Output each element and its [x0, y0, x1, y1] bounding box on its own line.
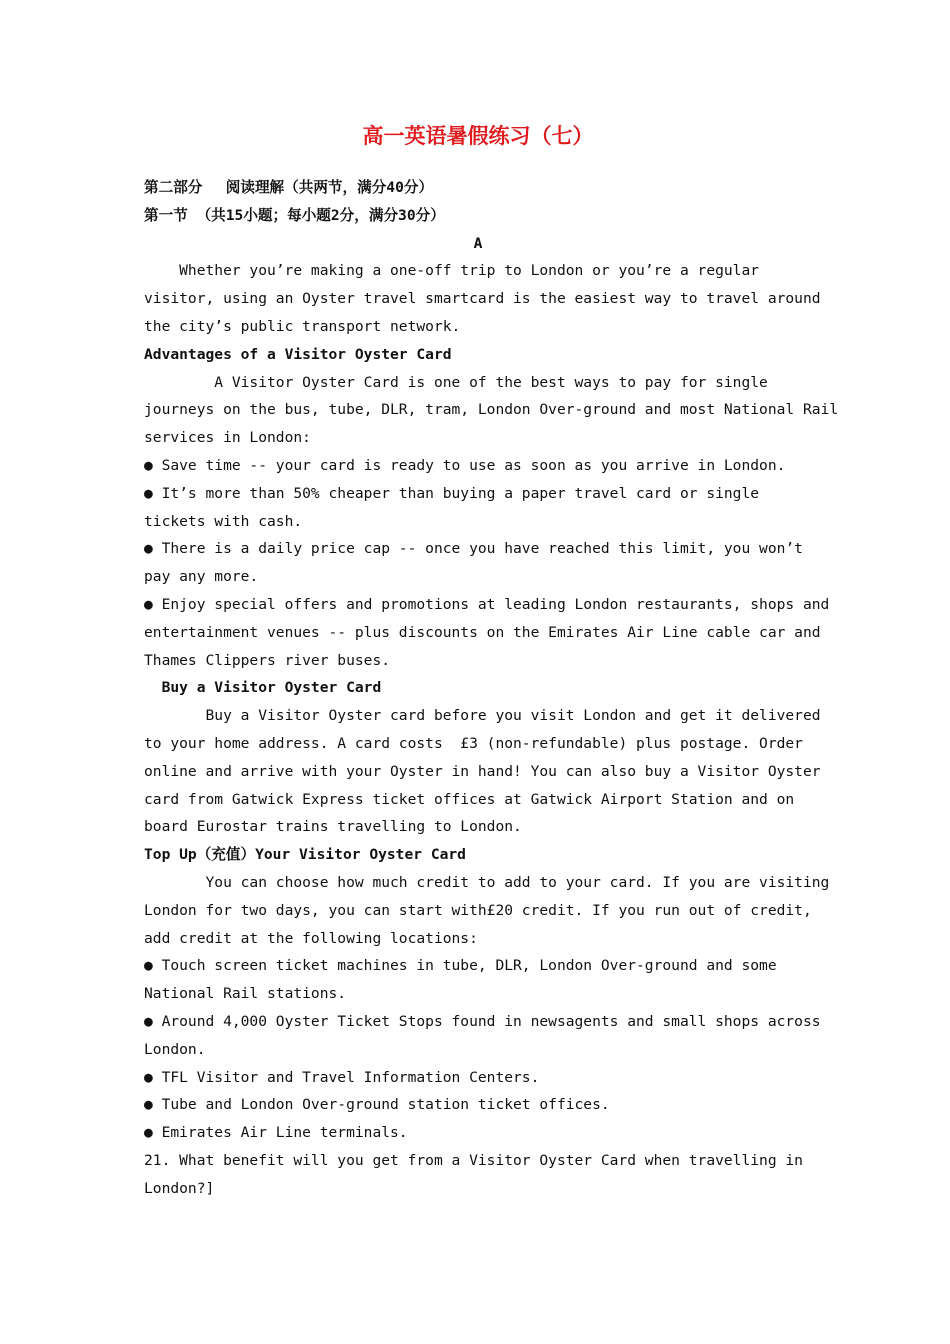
topup-line: You can choose how much credit to add to your card. If you are visiting	[144, 873, 830, 891]
advantages-paragraph	[144, 369, 839, 452]
bullet-item	[144, 1091, 812, 1119]
bullet-item	[144, 535, 812, 591]
bullet-line: ● Save time -- your card is ready to use as soon as you arrive in London.	[144, 456, 786, 474]
bullet-line: ● Emirates Air Line terminals.	[144, 1124, 408, 1142]
bullet-item	[144, 1119, 812, 1147]
advantages-line: A Visitor Oyster Card is one of the best ways to pay for single	[144, 373, 768, 391]
intro-line: Whether you’re making a one-off trip to London or you’re a regular	[144, 262, 760, 280]
intro-line: visitor, using an Oyster travel smartcard is the easiest way to travel around	[144, 290, 821, 308]
topup-line: London for two days, you can start with£20 credit. If you run out of credit,	[144, 901, 812, 919]
bullet-item	[144, 1064, 812, 1092]
bullet-line: ● Enjoy special offers and promotions at leading London restaurants, shops and	[144, 595, 830, 613]
topup-heading: Top Up（充值）Your Visitor Oyster Card	[144, 846, 466, 864]
bullet-line: National Rail stations.	[144, 985, 347, 1003]
advantages-heading: Advantages of a Visitor Oyster Card	[144, 345, 452, 363]
bullet-item	[144, 952, 812, 1008]
bullet-item	[144, 1008, 821, 1064]
buy-line: Buy a Visitor Oyster card before you visit London and get it delivered	[144, 707, 821, 725]
bullet-line: tickets with cash.	[144, 512, 303, 530]
bullet-line: Thames Clippers river buses.	[144, 651, 391, 669]
bullet-line: ● It’s more than 50% cheaper than buying a paper travel card or single	[144, 484, 760, 502]
bullet-line: ● Around 4,000 Oyster Ticket Stops found in newsagents and small shops across	[144, 1012, 821, 1030]
bullet-line: London.	[144, 1040, 206, 1058]
bullet-line: pay any more.	[144, 568, 259, 586]
bullet-item	[144, 480, 812, 536]
advantage-bullet-list	[144, 452, 830, 674]
buy-line: board Eurostar trains travelling to London.	[144, 818, 522, 836]
buy-line: to your home address. A card costs £3 (non-refundable) plus postage. Order	[144, 734, 803, 752]
passage-label: A	[473, 234, 483, 252]
buy-line: online and arrive with your Oyster in hand! You can also buy a Visitor Oyster	[144, 762, 821, 780]
advantages-line: journeys on the bus, tube, DLR, tram, London Over-ground and most National Rail	[144, 401, 839, 419]
buy-line: card from Gatwick Express ticket offices at Gatwick Airport Station and on	[144, 790, 795, 808]
intro-paragraph	[144, 257, 821, 340]
topup-line: add credit at the following locations:	[144, 929, 478, 947]
question-line: 21. What benefit will you get from a Visitor Oyster Card when travelling in	[144, 1151, 803, 1169]
intro-line: the city’s public transport network.	[144, 317, 461, 335]
bullet-item	[144, 452, 812, 480]
page-title: 高一英语暑假练习（七）	[362, 123, 594, 148]
bullet-line: ● TFL Visitor and Travel Information Centers.	[144, 1068, 540, 1086]
buy-heading: Buy a Visitor Oyster Card	[144, 679, 382, 697]
section-heading: 第一节 （共15小题；每小题2分，满分30分）	[144, 206, 445, 224]
bullet-item	[144, 591, 830, 674]
bullet-line: ● Tube and London Over-ground station ticket offices.	[144, 1096, 610, 1114]
part-heading: 第二部分 阅读理解（共两节，满分40分）	[144, 179, 434, 196]
buy-paragraph	[144, 702, 821, 841]
question-line: London?]	[144, 1179, 215, 1197]
bullet-line: ● Touch screen ticket machines in tube, DLR, London Over-ground and some	[144, 957, 777, 975]
document-page	[144, 118, 839, 1202]
topup-paragraph	[144, 869, 830, 952]
topup-bullet-list	[144, 952, 821, 1147]
question-21	[144, 1147, 812, 1203]
bullet-line: ● There is a daily price cap -- once you have reached this limit, you won’t	[144, 540, 803, 558]
bullet-line: entertainment venues -- plus discounts on the Emirates Air Line cable car and	[144, 623, 821, 641]
advantages-line: services in London:	[144, 429, 311, 447]
